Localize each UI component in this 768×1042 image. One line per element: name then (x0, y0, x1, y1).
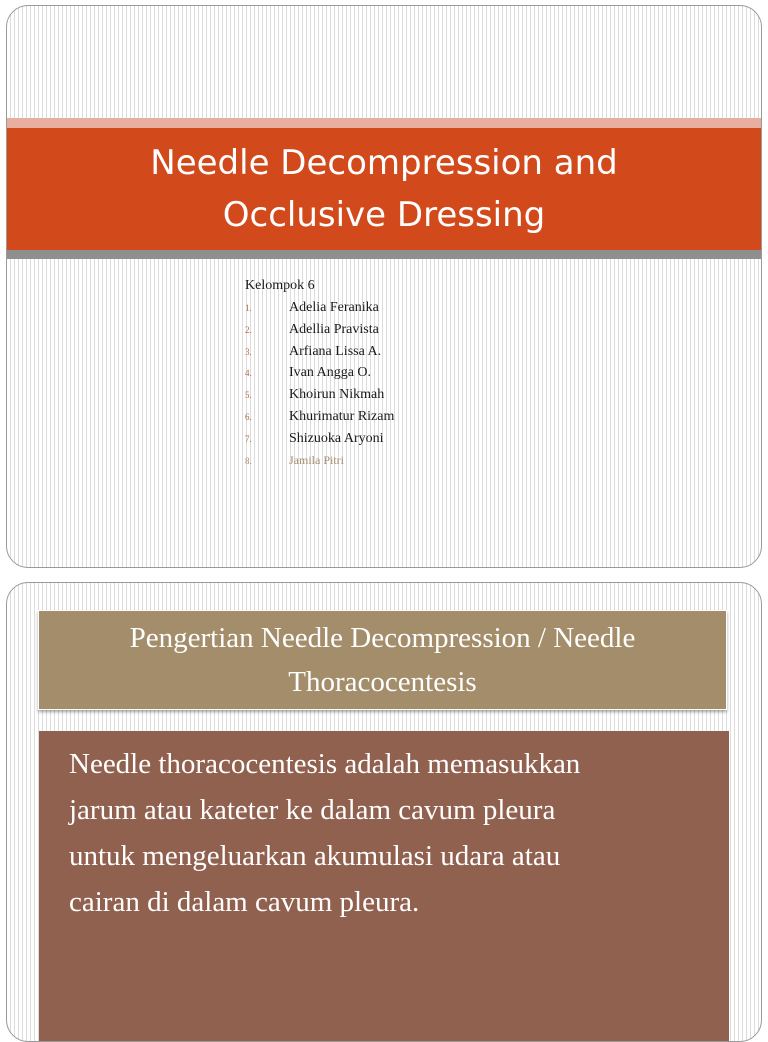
slide-heading-line-1: Pengertian Needle Decompression / Needle (129, 622, 636, 654)
member-name: Adelia Feranika (289, 300, 379, 315)
list-item (245, 384, 394, 406)
member-number: 5. (245, 390, 252, 401)
group-label: Kelompok 6 (245, 278, 315, 293)
title-band-top-stripe (7, 118, 761, 128)
list-item (245, 362, 394, 384)
member-number: 8. (245, 455, 252, 466)
content-line-1: Needle thoracocentesis adalah memasukkan (69, 748, 581, 780)
group-members-block (245, 276, 394, 471)
slide-heading-box (38, 610, 727, 710)
member-name: Jamila Pitri (289, 452, 344, 467)
member-number: 7. (245, 433, 252, 444)
member-name: Ivan Angga O. (289, 365, 372, 381)
member-name: Arfiana Lissa A. (289, 343, 382, 359)
list-item (245, 450, 394, 472)
content-line-4: cairan di dalam cavum pleura. (69, 886, 420, 918)
content-line-2: jarum atau kateter ke dalam cavum pleura (69, 794, 556, 826)
slide-title-line-2: Occlusive Dressing (222, 195, 546, 235)
list-item (245, 406, 394, 428)
member-number: 4. (245, 368, 252, 379)
member-name: Khurimatur Rizam (289, 408, 395, 424)
content-slide (6, 582, 762, 1042)
member-number: 1. (245, 303, 252, 313)
title-band-bottom-stripe (7, 250, 761, 259)
list-item (245, 341, 394, 363)
content-line-3: untuk mengeluarkan akumulasi udara atau (69, 840, 561, 872)
title-band (7, 128, 761, 250)
list-item (245, 297, 394, 319)
slide-heading-line-2: Thoracocentesis (288, 666, 477, 698)
member-number: 6. (245, 411, 252, 422)
title-slide (6, 5, 762, 568)
member-list (245, 297, 394, 471)
list-item (245, 428, 394, 450)
member-name: Khoirun Nikmah (289, 387, 385, 403)
member-name: Adellia Pravista (289, 321, 379, 337)
member-name: Shizuoka Aryoni (289, 430, 384, 446)
list-item (245, 319, 394, 341)
slide-content-box (39, 731, 729, 1042)
slide-title-line-1: Needle Decompression and (150, 143, 618, 183)
member-number: 3. (245, 346, 252, 357)
member-number: 2. (245, 324, 252, 335)
